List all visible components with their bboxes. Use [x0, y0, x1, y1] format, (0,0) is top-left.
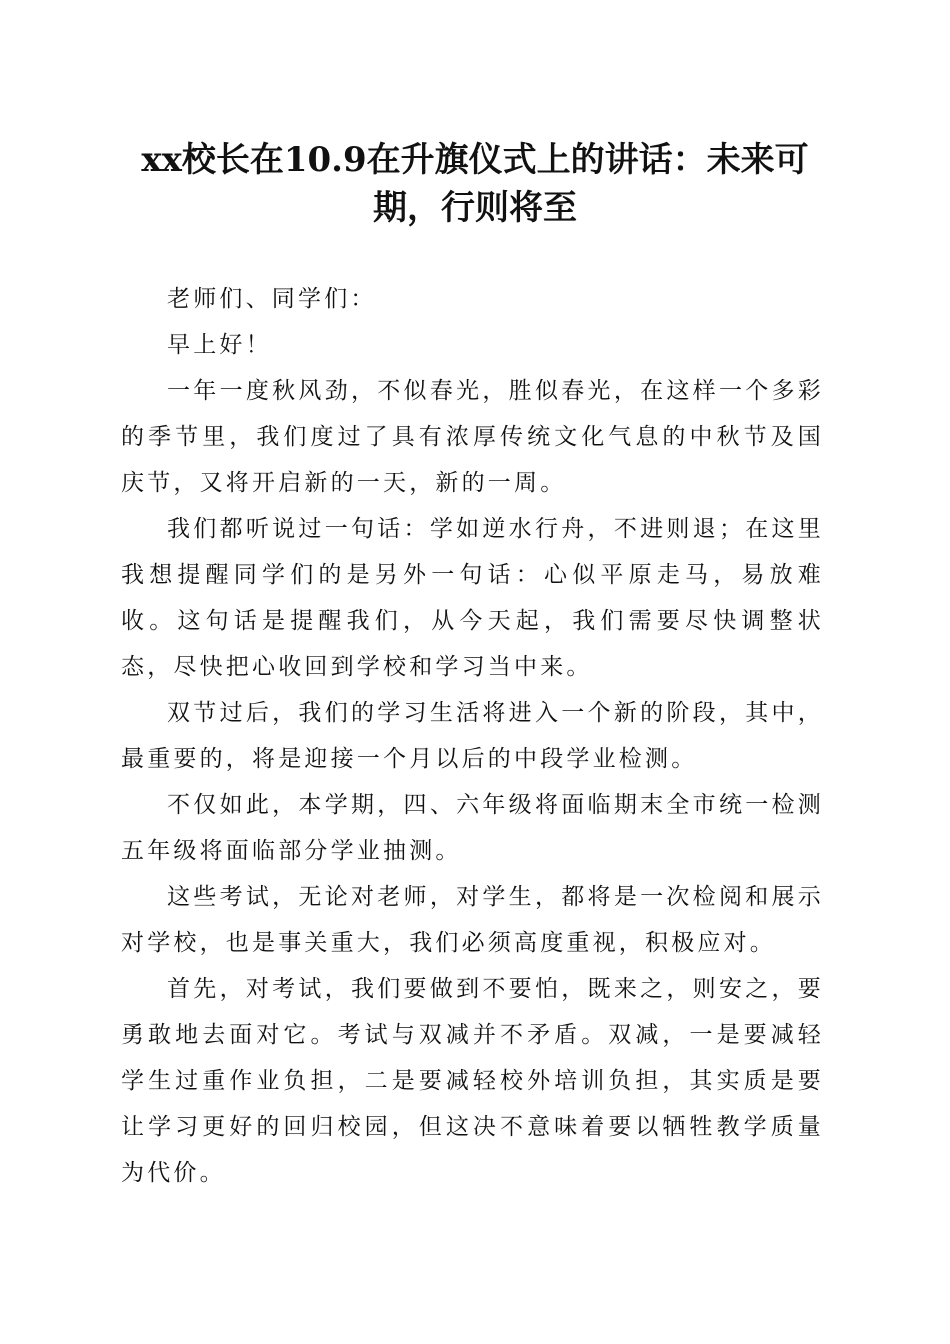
- document-body: [121, 276, 824, 1196]
- greeting-paragraph: 早上好！: [167, 332, 272, 358]
- body-paragraph: 我们都听说过一句话：学如逆水行舟，不进则退；在这里我想提醒同学们的是另外一句话：心似平原走马，易放难收。这句话是提醒我们，从今天起，我们需要尽快调整状态，尽快把心收回到学校和学习当中来。: [121, 516, 824, 680]
- body-paragraph: 双节过后，我们的学习生活将进入一个新的阶段，其中，最重要的，将是迎接一个月以后的中段学业检测。: [121, 700, 824, 772]
- body-paragraph: 一年一度秋风劲，不似春光，胜似春光，在这样一个多彩的季节里，我们度过了具有浓厚传统文化气息的中秋节及国庆节，又将开启新的一天，新的一周。: [121, 378, 824, 496]
- body-paragraph: 这些考试，无论对老师，对学生，都将是一次检阅和展示对学校，也是事关重大，我们必须高度重视，积极应对。: [121, 884, 824, 956]
- salutation-paragraph: 老师们、同学们：: [167, 286, 377, 312]
- body-paragraph: 不仅如此，本学期，四、六年级将面临期末全市统一检测五年级将面临部分学业抽测。: [121, 792, 824, 864]
- body-paragraph: 首先，对考试，我们要做到不要怕，既来之，则安之，要勇敢地去面对它。考试与双减并不矛盾。双减，一是要减轻学生过重作业负担，二是要减轻校外培训负担，其实质是要让学习更好的回归校园，但这决不意味着要以牺牲教学质量为代价。: [121, 976, 824, 1186]
- document-title: xx校长在10.9在升旗仪式上的讲话：未来可期，行则将至: [141, 140, 809, 228]
